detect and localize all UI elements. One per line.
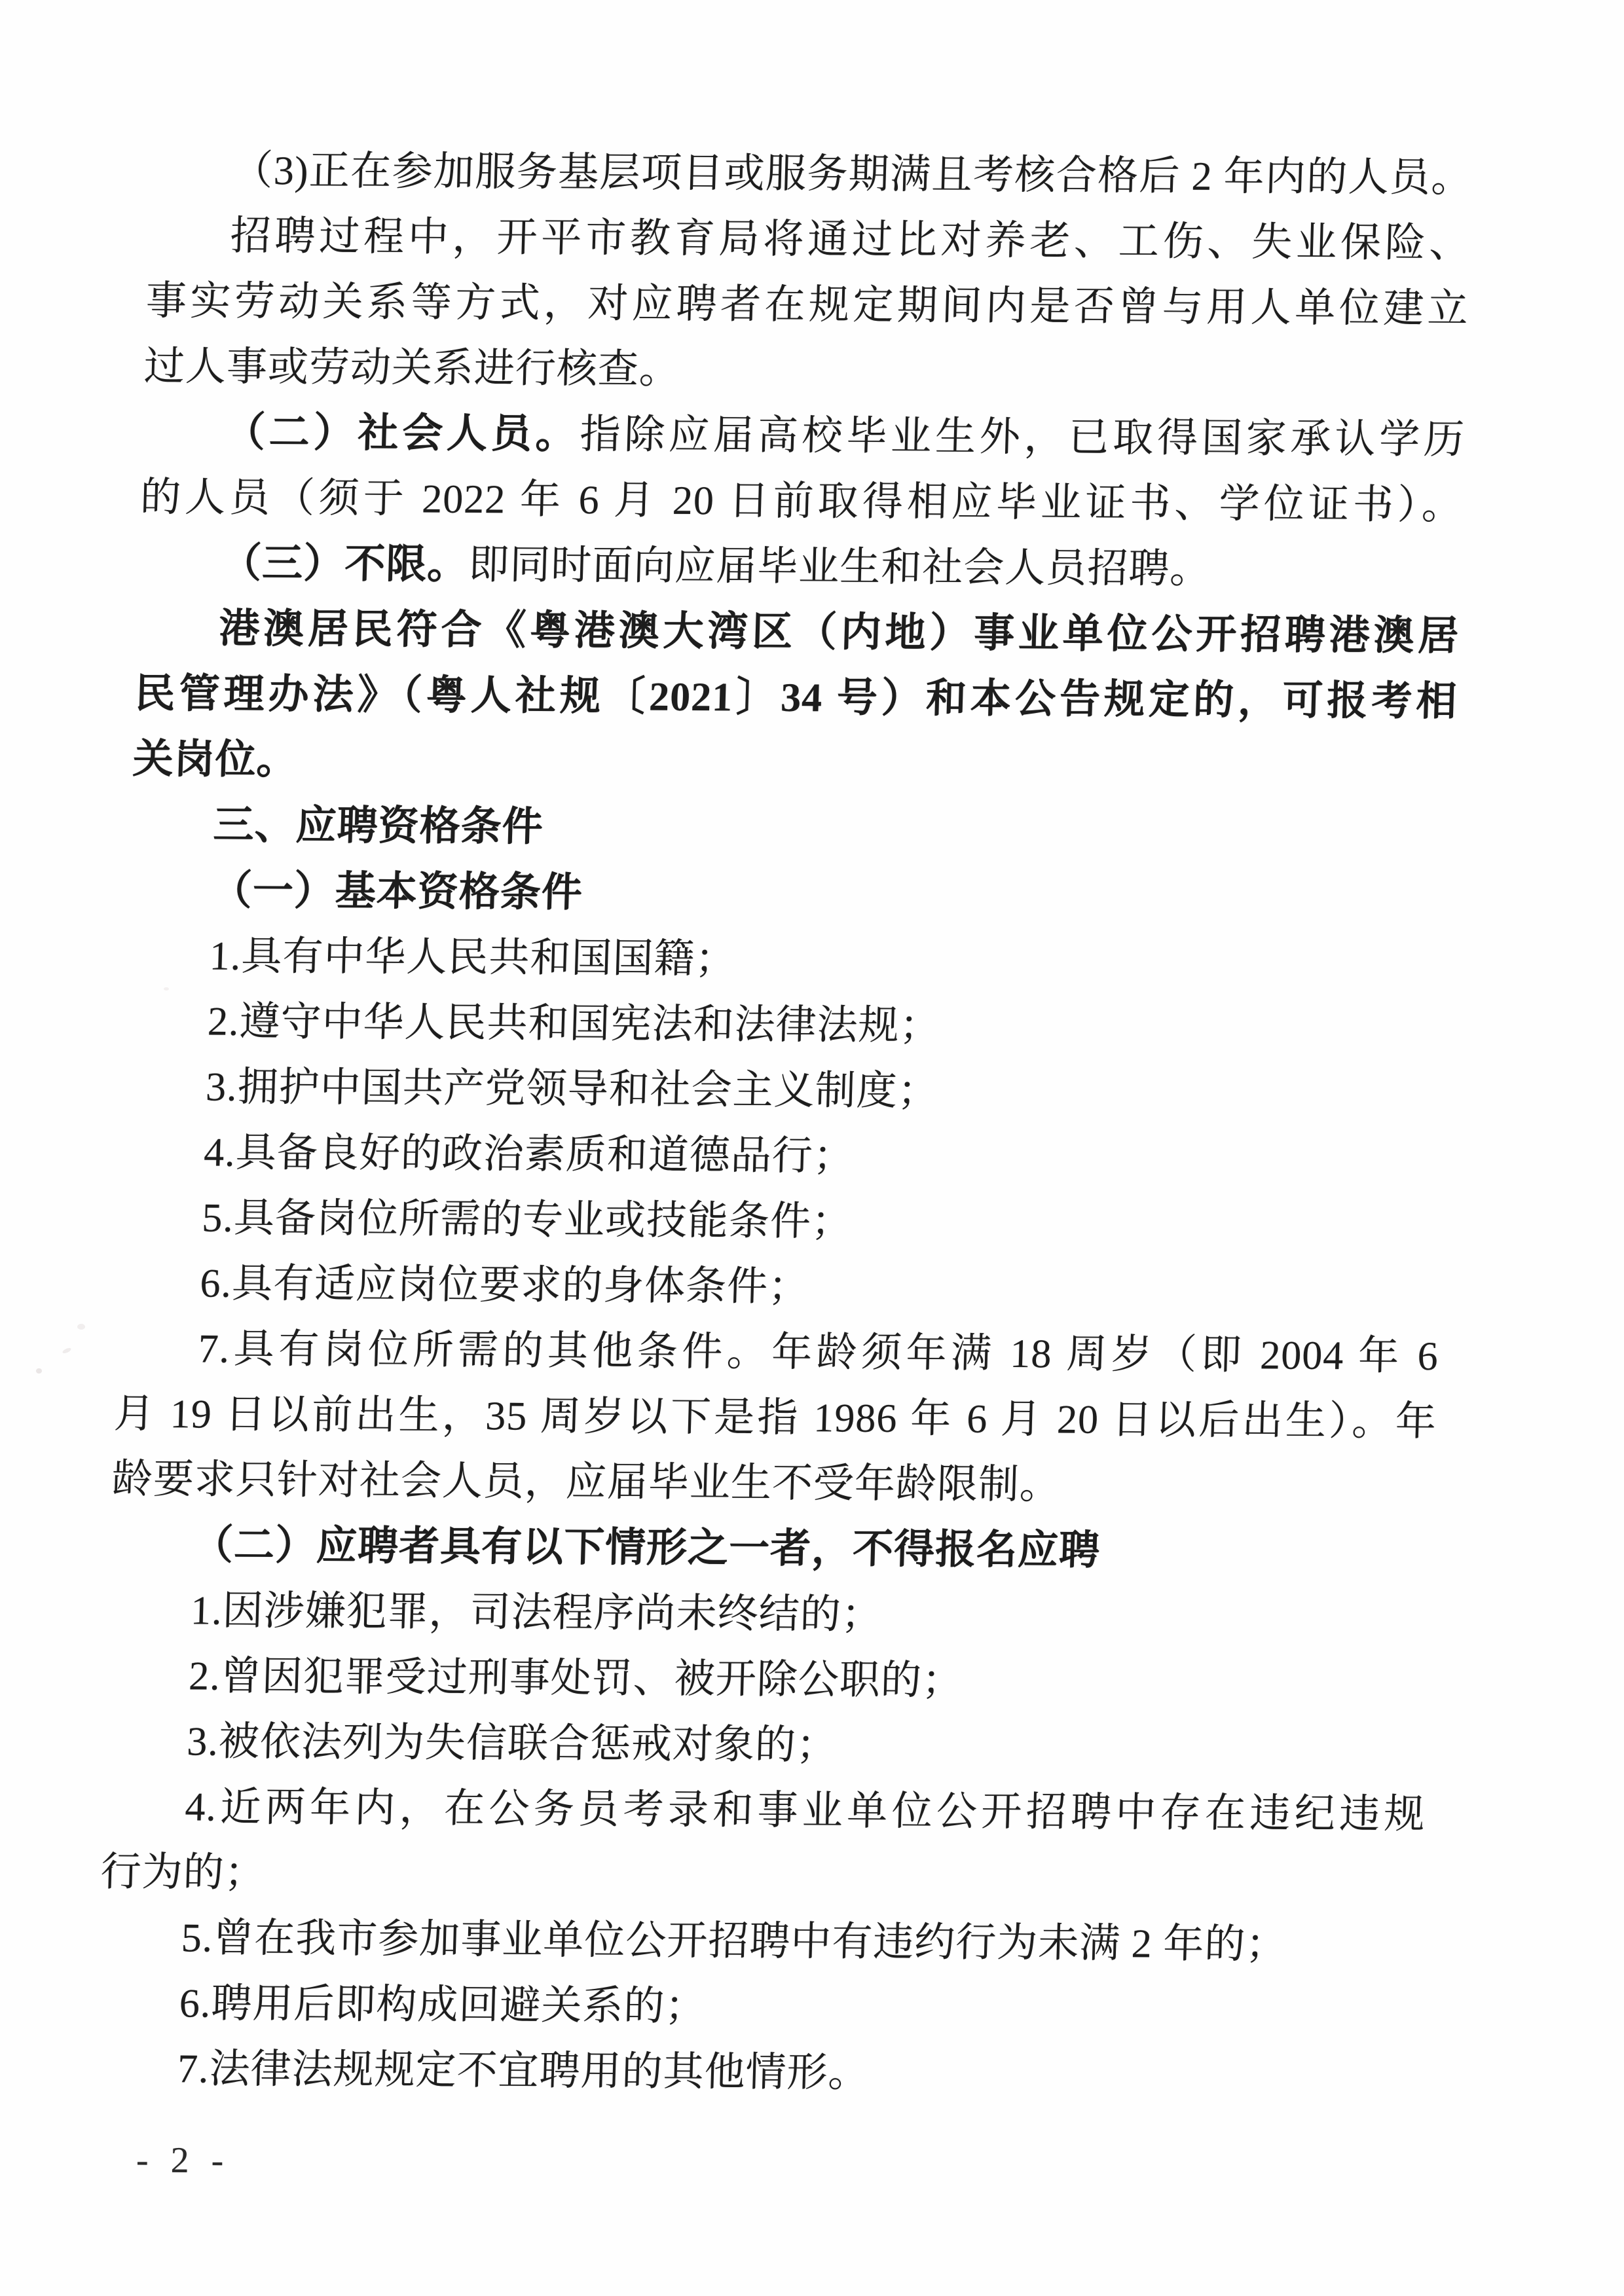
- text-line: [124, 989, 1449, 1062]
- text-run: 过人事或劳动关系进行核查。: [143, 344, 681, 392]
- text-line: [113, 1381, 1437, 1455]
- document-body: [94, 137, 1473, 2109]
- bold-text-run: （二）应聘者具有以下情形之一者，不得报名应聘: [192, 1523, 1101, 1573]
- text-line: [141, 399, 1466, 473]
- text-run: 龄要求只针对社会人员，应届毕业生不受年龄限制。: [111, 1457, 1061, 1508]
- scan-speck: [164, 987, 169, 991]
- text-run: 3.拥护中国共产党领导和社会主义制度；: [205, 1065, 940, 1114]
- text-line: [134, 661, 1458, 735]
- bold-text-run: 三、应聘资格条件: [212, 803, 544, 850]
- text-line: [128, 858, 1452, 931]
- text-run: 3.被依法列为失信联合惩戒对象的；: [186, 1719, 838, 1768]
- text-run: 事实劳动关系等方式，对应聘者在规定期间内是否曾与用人单位建立: [145, 278, 1469, 332]
- text-run: 即同时面向应届毕业生和社会人员招聘。: [468, 542, 1212, 592]
- text-line: [115, 1316, 1439, 1389]
- text-line: [107, 1578, 1432, 1651]
- text-run: 5.曾在我市参加事业单位公开招聘中有违约行为未满 2 年的；: [180, 1916, 1288, 1967]
- text-line: [120, 1120, 1445, 1193]
- text-run: 7.具有岗位所需的其他条件。年龄须年满 18 周岁（即 2004 年 6: [197, 1326, 1439, 1379]
- text-line: [149, 137, 1473, 211]
- page-number: - 2 -: [136, 2140, 231, 2181]
- text-run: 4.近两年内，在公务员考录和事业单位公开招聘中存在违纪违规: [184, 1785, 1426, 1837]
- text-line: [94, 2036, 1419, 2109]
- bold-text-run: （二）社会人员。: [224, 410, 581, 458]
- scan-speck: [62, 1347, 71, 1354]
- text-run: 行为的；: [100, 1850, 267, 1896]
- text-run: 4.具备良好的政治素质和道德品行；: [203, 1130, 855, 1179]
- text-line: [96, 1971, 1420, 2044]
- text-line: [143, 334, 1467, 407]
- bold-text-run: 民管理办法》（粤人社规〔2021〕34 号）和本公告规定的，可报考相: [134, 671, 1458, 725]
- text-run: 的人员（须于 2022 年 6 月 20 日前取得相应毕业证书、学位证书）。: [139, 475, 1464, 528]
- bold-text-run: （三）不限。: [220, 541, 470, 587]
- text-line: [117, 1250, 1441, 1324]
- text-line: [111, 1447, 1436, 1520]
- bold-text-run: 港澳居民符合《粤港澳大湾区（内地）事业单位公开招聘港澳居: [218, 606, 1460, 659]
- text-line: [98, 1905, 1422, 1978]
- text-run: 指除应届高校毕业生外，已取得国家承认学历: [579, 412, 1466, 463]
- text-line: [132, 727, 1456, 800]
- text-line: [147, 203, 1471, 276]
- text-run: 2.遵守中华人民共和国宪法和法律法规；: [207, 999, 942, 1049]
- text-line: [100, 1840, 1424, 1913]
- text-line: [136, 596, 1460, 669]
- text-line: [105, 1643, 1430, 1717]
- text-run: 1.具有中华人民共和国国籍；: [209, 934, 737, 982]
- text-line: [126, 923, 1451, 996]
- scan-speck: [36, 1368, 42, 1374]
- text-run: 招聘过程中，开平市教育局将通过比对养老、工伤、失业保险、: [229, 213, 1471, 266]
- text-line: [103, 1709, 1428, 1782]
- text-line: [122, 1054, 1447, 1127]
- text-run: 6.聘用后即构成回避关系的；: [178, 1981, 707, 2030]
- text-run: （3)正在参加服务基层项目或服务期满且考核合格后 2 年内的人员。: [231, 148, 1473, 201]
- text-run: 2.曾因犯罪受过刑事处罚、被开除公职的；: [188, 1654, 964, 1704]
- text-line: [119, 1185, 1443, 1258]
- text-line: [139, 465, 1464, 538]
- text-run: 5.具备岗位所需的专业或技能条件；: [201, 1195, 853, 1245]
- text-line: [101, 1774, 1426, 1848]
- text-line: [109, 1512, 1434, 1586]
- text-line: [130, 792, 1454, 866]
- text-run: 1.因涉嫌犯罪，司法程序尚未终结的；: [190, 1588, 883, 1637]
- text-run: 6.具有适应岗位要求的身体条件；: [199, 1261, 811, 1310]
- bold-text-run: （一）基本资格条件: [210, 868, 583, 916]
- scan-speck: [77, 1324, 85, 1330]
- text-run: 月 19 日以前出生，35 周岁以下是指 1986 年 6 月 20 日以后出生）。年: [113, 1391, 1437, 1445]
- text-run: 7.法律法规规定不宜聘用的其他情形。: [177, 2047, 870, 2096]
- text-line: [145, 268, 1469, 342]
- bold-text-run: 关岗位。: [132, 737, 299, 783]
- text-line: [138, 530, 1462, 604]
